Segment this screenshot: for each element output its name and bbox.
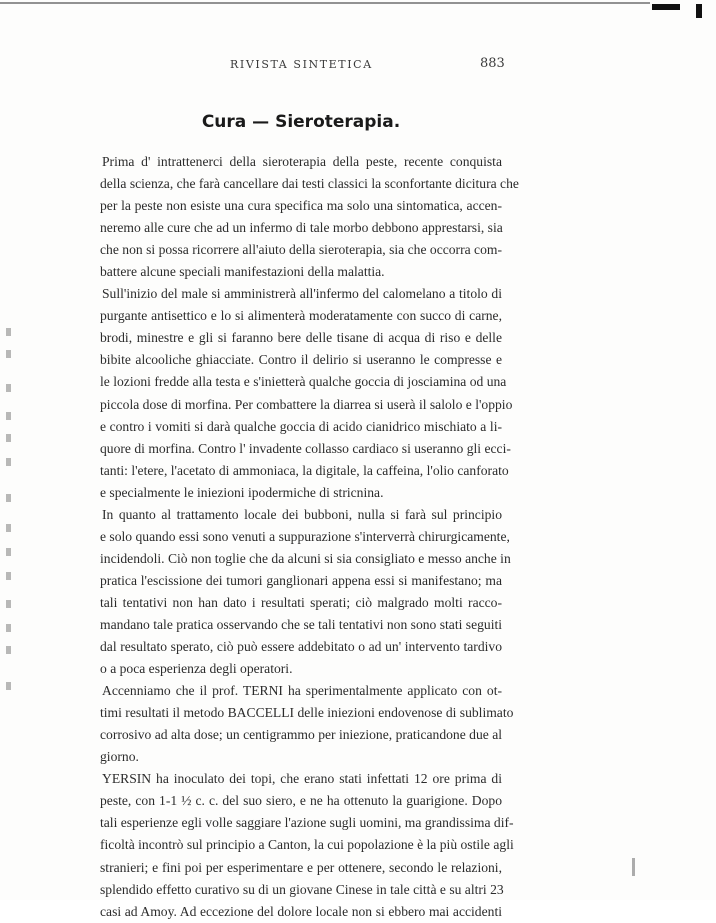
- text-line: piccola dose di morfina. Per combattere la diarrea si userà il salolo e l'oppio: [100, 396, 513, 412]
- margin-speck: [6, 572, 11, 580]
- text-line: quore di morfina. Contro l' invadente collasso cardiaco si useranno gli ecci-: [100, 440, 511, 456]
- text-line: ficoltà incontrò sul principio a Canton, la cui popolazione è la più ostile agli: [100, 837, 514, 853]
- section-title: Cura — Sieroterapia.: [201, 112, 401, 132]
- margin-speck: [6, 458, 11, 466]
- margin-speck: [632, 858, 635, 876]
- text-line: mandano tale pratica osservando che se tali tentativi non sono stati seguiti: [100, 616, 503, 632]
- text-line: casi ad Amoy. Ad eccezione del dolore locale non si ebbero mai accidenti: [100, 903, 502, 919]
- text-line: Sull'inizio del male si amministrerà all'infermo del calomelano a titolo di: [102, 286, 502, 302]
- text-line: bibite alcooliche ghiacciate. Contro il delirio si useranno le compresse e: [100, 352, 502, 368]
- margin-speck: [6, 412, 11, 420]
- margin-speck: [6, 682, 11, 690]
- page-number: 883: [480, 56, 505, 71]
- text-line: o a poca esperienza degli operatori.: [100, 661, 293, 677]
- scan-corner-mark: [652, 4, 680, 10]
- margin-speck: [6, 524, 11, 532]
- margin-speck: [6, 624, 11, 632]
- text-line: YERSIN ha inoculato dei topi, che erano stati infettati 12 ore prima di: [102, 771, 502, 787]
- text-line: e contro i vomiti si darà qualche goccia di acido cianidrico mischiato a li-: [100, 418, 502, 434]
- text-line: Accenniamo che il prof. TERNI ha sperimentalmente applicato con ot-: [102, 683, 502, 699]
- text-line: pratica l'escissione dei tumori ganglionari appena essi si manifestano; ma: [100, 572, 502, 588]
- text-line: brodi, minestre e gli si faranno bere delle tisane di acqua di riso e delle: [100, 330, 502, 346]
- scan-corner-mark: [696, 4, 702, 18]
- text-line: incidendoli. Ciò non toglie che da alcuni si sia consigliato e messo anche in: [100, 550, 511, 566]
- text-line: timi resultati il metodo BACCELLI delle iniezioni endovenose di sublimato: [100, 705, 514, 721]
- text-line: e solo quando essi sono venuti a suppurazione s'interverrà chirurgicamente,: [100, 528, 510, 544]
- text-line: battere alcune speciali manifestazioni della malattia.: [100, 264, 385, 280]
- text-line: le lozioni fredde alla testa e s'inietterà qualche goccia di josciamina od una: [100, 374, 507, 390]
- margin-speck: [6, 328, 11, 336]
- text-line: Prima d' intrattenerci della sieroterapia della peste, recente conquista: [102, 154, 502, 169]
- text-line: tanti: l'etere, l'acetato di ammoniaca, la digitale, la caffeina, l'olio canforato: [100, 462, 509, 478]
- text-line: peste, con 1-1 ½ c. c. del suo siero, e ne ha ottenuto la guarigione. Dopo: [100, 793, 502, 809]
- text-line: splendido effetto curativo su di un giovane Cinese in tale città e su altri 23: [100, 881, 504, 897]
- margin-speck: [6, 434, 11, 442]
- body-text: [100, 151, 519, 923]
- text-line: In quanto al trattamento locale dei bubboni, nulla si farà sul principio: [102, 506, 502, 522]
- text-line: purgante antisettico e lo si alimenterà moderatamente con succo di carne,: [100, 308, 502, 324]
- text-line: e specialmente le iniezioni ipodermiche di stricnina.: [100, 484, 384, 500]
- text-line: tali esperienze egli volle saggiare l'azione sugli uomini, ma grandissima dif-: [100, 815, 514, 831]
- text-line: che non si possa ricorrere all'aiuto della sieroterapia, sia che occorra com-: [100, 242, 502, 258]
- text-line: neremo alle cure che ad un infermo di tale morbo debbono apprestarsi, sia: [100, 220, 503, 236]
- text-line: della scienza, che farà cancellare dai testi classici la sconfortante dicitura che: [100, 176, 519, 192]
- text-line: dal resultato sperato, ciò può essere addebitato o ad un' intervento tardivo: [100, 639, 502, 655]
- text-line: corrosivo ad alta dose; un centigrammo per iniezione, praticandone due al: [100, 727, 502, 743]
- text-line: per la peste non esiste una cura specifica ma solo una sintomatica, accen-: [100, 198, 502, 214]
- scan-edge-rule: [0, 2, 650, 4]
- text-line: stranieri; e fini poi per esperimentare e per ottenere, secondo le relazioni,: [100, 859, 502, 875]
- margin-speck: [6, 494, 11, 502]
- text-line: tali tentativi non han dato i resultati sperati; ciò malgrado molti racco-: [100, 594, 502, 610]
- margin-speck: [6, 548, 11, 556]
- margin-speck: [6, 646, 11, 654]
- margin-speck: [6, 384, 11, 392]
- running-header: [100, 58, 520, 80]
- margin-speck: [6, 350, 11, 358]
- text-line: giorno.: [100, 749, 139, 765]
- running-title: RIVISTA SINTETICA: [230, 58, 373, 71]
- margin-speck: [6, 600, 11, 608]
